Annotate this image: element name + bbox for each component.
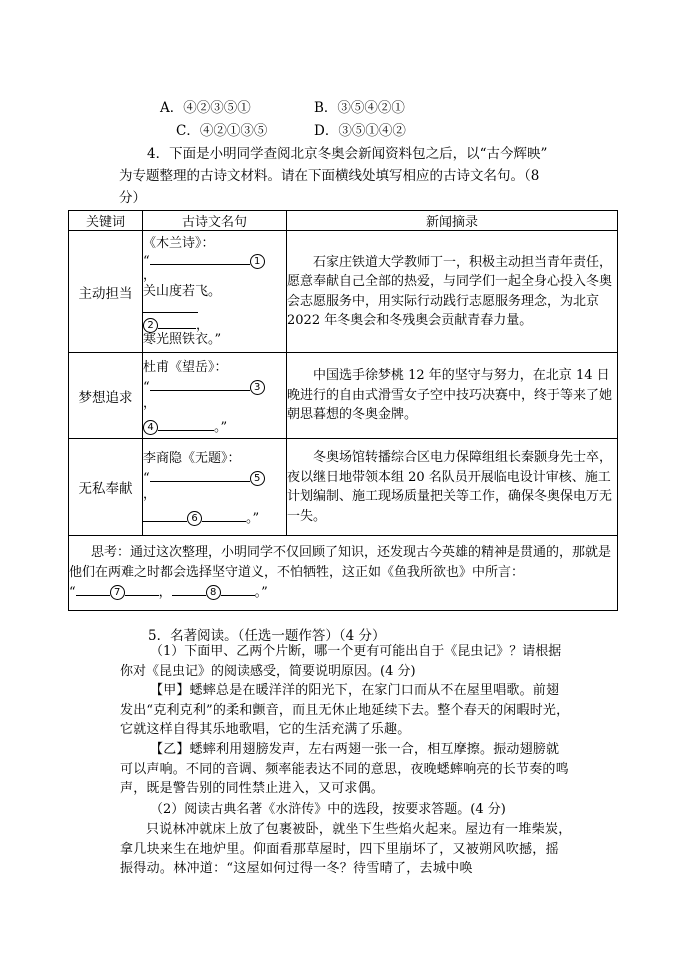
- header-poem: 古诗文名句: [143, 211, 287, 231]
- table-row: [69, 353, 618, 439]
- answer-blank[interactable]: [76, 583, 110, 596]
- poem-cell: 李商隐《无题》： “ 5 ， 6 。”: [143, 439, 287, 536]
- answer-blank[interactable]: [158, 316, 196, 329]
- blank-number: 2: [143, 318, 158, 333]
- blank-number: 5: [250, 471, 265, 486]
- poem-line: 关山度若飞。: [143, 283, 222, 299]
- q5-part2: （2）阅读古典名著《水浒传》中的选段，按要求答题。(4 分): [150, 802, 506, 817]
- think-cell: 思考：通过这次整理，小明同学不仅回顾了知识，还发现古今英雄的精神是贯通的，那就是他们在两难之时都会选择坚守道义，不怕牺牲，这正如《鱼我所欲也》中所言： “ 7 ， 8 。”: [69, 536, 618, 611]
- q4-line-1: 4．下面是小明同学查阅北京冬奥会新闻资料包之后，以“古今辉映”: [147, 146, 548, 162]
- poem-cell: 《木兰诗》： “ 1 ， 关山度若飞。 2 ， 寒光照铁衣。”: [143, 231, 287, 353]
- answer-blank[interactable]: [150, 469, 250, 482]
- poem-source: 李商隐《无题》：: [143, 451, 241, 466]
- answer-blank[interactable]: [150, 252, 250, 265]
- think-row: [69, 536, 618, 611]
- poem-line: 寒光照铁衣。”: [143, 331, 222, 347]
- poem-source: 杜甫《望岳》：: [143, 359, 228, 375]
- q5-excerpt-shuihu: 只说林冲就床上放了包裹被卧，就坐下生些焰火起来。屋边有一堆柴炭，拿几块来生在地炉里。仰面看那草屋时，四下里崩坏了，又被朔风吹撼，摇振得动。林冲道：“这屋如何过得一冬？待雪晴了，去城中唤: [120, 822, 572, 876]
- q5-title: 5．名著阅读。（任选一题作答）（4 分）: [148, 628, 386, 644]
- table-row: [69, 439, 618, 536]
- answer-blank[interactable]: [202, 509, 246, 522]
- poem-line-end: 。”: [214, 419, 228, 435]
- keyword-cell: 主动担当: [69, 231, 143, 353]
- q5-excerpt-yi: 【乙】蟋蟀利用翅膀发声，左右两翅一张一合，相互摩擦。振动翅膀就可以声响。不同的音调、频率能表达不同的意思，夜晚蟋蟀响亮的长节奏的鸣声，既是警告别的同性禁止进入，又可求偶。: [120, 742, 569, 796]
- think-text: 思考：通过这次整理，小明同学不仅回顾了知识，还发现古今英雄的精神是贯通的，那就是他们在两难之时都会选择坚守道义，不怕牺牲，这正如《鱼我所欲也》中所言：: [69, 545, 612, 580]
- answer-blank[interactable]: [150, 378, 250, 391]
- answer-blank[interactable]: [221, 583, 255, 596]
- blank-number: 6: [187, 511, 202, 526]
- q5-excerpt-jia: 【甲】蟋蟀总是在暖洋洋的阳光下，在家门口而从不在屋里唱歌。前翅发出“克利克利”的柔和颤音，而且无休止地延续下去。整个春天的闲暇时光，它就这样自得其乐地歌唱，它的生活充满了乐趣。: [120, 683, 570, 737]
- poem-cell: 杜甫《望岳》： “ 3 ， 4 。”: [143, 353, 287, 439]
- answer-blank[interactable]: [143, 300, 198, 313]
- option-a: A．④②③⑤①: [160, 100, 251, 116]
- news-cell: 中国选手徐梦桃 12 年的坚守与努力，在北京 14 日晚进行的自由式滑雪女子空中技巧决赛中，终于等来了她朝思暮想的冬奥金牌。: [287, 353, 618, 439]
- keyword-cell: 无私奉献: [69, 439, 143, 536]
- q4-line-2: 为专题整理的古诗文材料。请在下面横线处填写相应的古诗文名句。（8: [119, 168, 540, 184]
- q5-part1: （1）下面甲、乙两个片断，哪一个更有可能出自于《昆虫记》？请根据你对《昆虫记》的阅读感受，简要说明原因。(4 分): [120, 644, 562, 679]
- think-end: 。”: [254, 585, 268, 600]
- keyword-cell: 梦想追求: [69, 353, 143, 439]
- option-c: C．④②①③⑤: [176, 123, 268, 139]
- answer-blank[interactable]: [172, 583, 206, 596]
- poem-line-end: 。”: [246, 511, 260, 526]
- header-keyword: 关键词: [69, 211, 143, 231]
- blank-number: 3: [250, 380, 265, 395]
- option-d: D．③⑤①④②: [314, 123, 406, 139]
- answer-blank[interactable]: [125, 583, 159, 596]
- blank-number: 8: [206, 585, 221, 600]
- q4-line-3: 分）: [119, 190, 146, 206]
- poem-source: 《木兰诗》：: [143, 235, 215, 251]
- news-cell: 石家庄铁道大学教师丁一，积极主动担当青年责任，愿意奉献自己全部的热爱，与同学们一起全身心投入冬奥会志愿服务中，用实际行动践行志愿服务理念，为北京 2022 年冬奥会和冬残奥会贡献青春力量。: [287, 231, 618, 353]
- header-news: 新闻摘录: [287, 211, 618, 231]
- answer-blank[interactable]: [143, 509, 187, 522]
- blank-number: 1: [250, 254, 265, 269]
- option-b: B．③⑤④②①: [314, 100, 405, 116]
- blank-number: 4: [143, 420, 158, 435]
- poetry-news-table: [68, 210, 618, 611]
- news-cell: 冬奥场馆转播综合区电力保障组组长秦颢身先士卒，夜以继日地带领本组 20 名队员开展临电设计审核、施工计划编制、施工现场质量把关等工作，确保冬奥保电万无一失。: [287, 439, 618, 536]
- table-row: [69, 231, 618, 353]
- answer-blank[interactable]: [158, 418, 214, 431]
- blank-number: 7: [110, 585, 125, 600]
